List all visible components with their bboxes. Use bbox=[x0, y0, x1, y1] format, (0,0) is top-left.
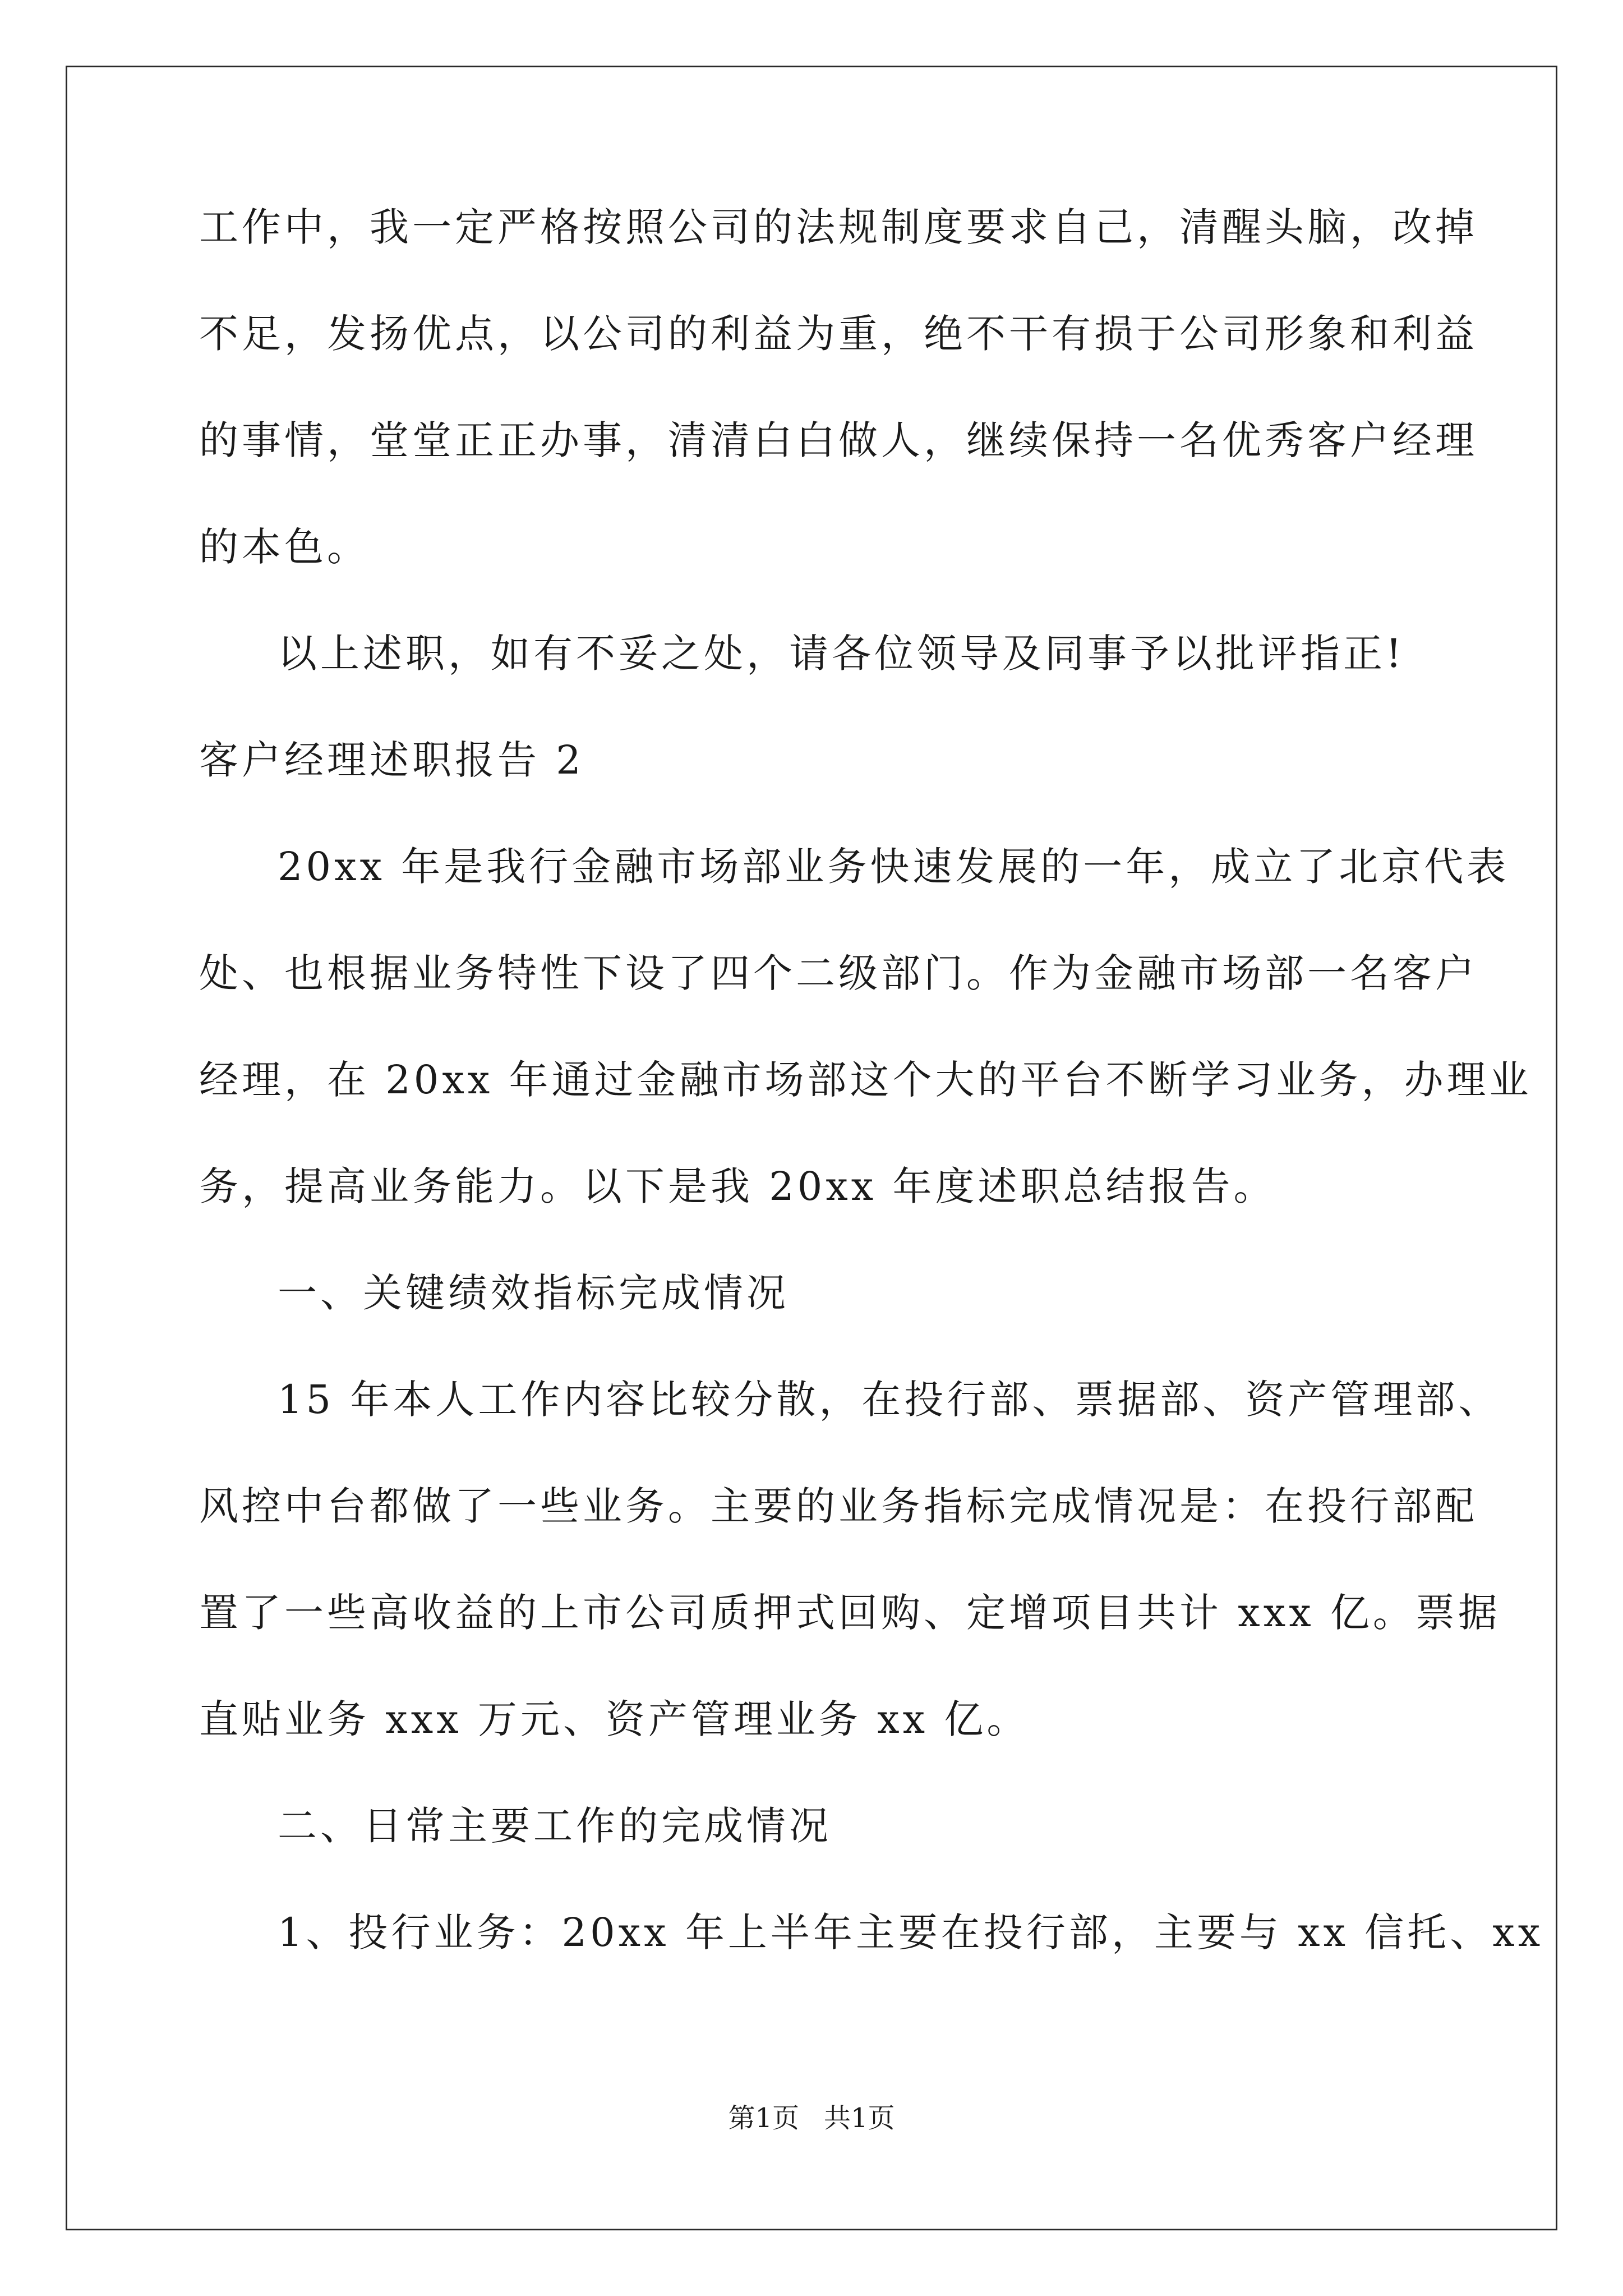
text-line: 不足，发扬优点，以公司的利益为重，绝不干有损于公司形象和利益 bbox=[199, 311, 1478, 357]
text-line: 1、投行业务：20xx 年上半年主要在投行部，主要与 xx 信托、xx bbox=[278, 1910, 1544, 1955]
subsection-heading: 一、关键绩效指标完成情况 bbox=[278, 1270, 789, 1316]
page-footer bbox=[0, 2101, 1623, 2135]
text-line: 的事情，堂堂正正办事，清清白白做人，继续保持一名优秀客户经理 bbox=[199, 417, 1478, 463]
text-line: 20xx 年是我行金融市场部业务快速发展的一年，成立了北京代表 bbox=[278, 844, 1510, 890]
text-line: 务，提高业务能力。以下是我 20xx 年度述职总结报告。 bbox=[199, 1163, 1276, 1209]
text-line: 经理，在 20xx 年通过金融市场部这个大的平台不断学习业务，办理业 bbox=[199, 1057, 1532, 1103]
page-number: 第1页 bbox=[728, 2102, 799, 2134]
subsection-heading: 二、日常主要工作的完成情况 bbox=[278, 1803, 832, 1849]
text-line: 的本色。 bbox=[199, 524, 370, 570]
text-line: 风控中台都做了一些业务。主要的业务指标完成情况是：在投行部配 bbox=[199, 1483, 1478, 1529]
text-line: 直贴业务 xxx 万元、资产管理业务 xx 亿。 bbox=[199, 1696, 1030, 1742]
text-line: 置了一些高收益的上市公司质押式回购、定增项目共计 xxx 亿。票据 bbox=[199, 1590, 1501, 1636]
text-line: 以上述职，如有不妥之处，请各位领导及同事予以批评指正! bbox=[278, 631, 1405, 677]
text-line: 15 年本人工作内容比较分散，在投行部、票据部、资产管理部、 bbox=[278, 1377, 1501, 1423]
page-total: 共1页 bbox=[824, 2102, 895, 2134]
text-line: 工作中，我一定严格按照公司的法规制度要求自己，清醒头脑，改掉 bbox=[199, 204, 1478, 250]
text-line: 处、也根据业务特性下设了四个二级部门。作为金融市场部一名客户 bbox=[199, 950, 1478, 996]
section-heading: 客户经理述职报告 2 bbox=[199, 737, 584, 783]
